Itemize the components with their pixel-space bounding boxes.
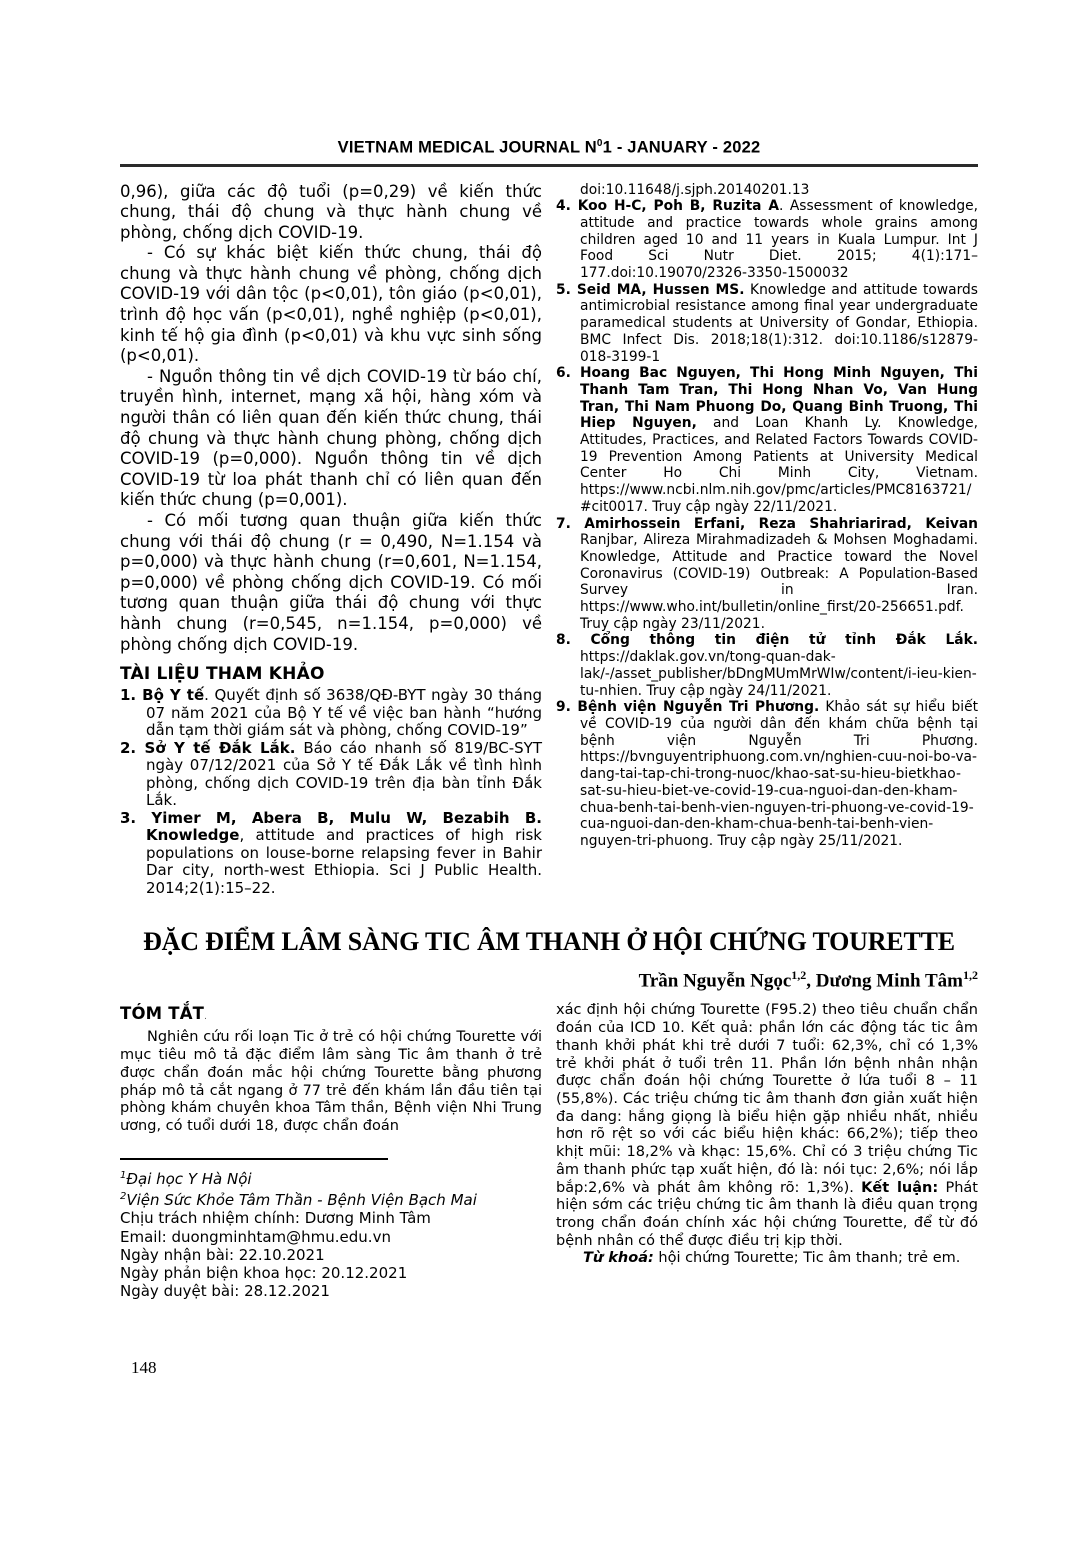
reference-item: [556, 699, 978, 849]
footnote-date-accepted: Ngày duyệt bài: 28.12.2021: [120, 1282, 330, 1301]
reference-authors: 5. Seid MA, Hussen MS.: [556, 281, 745, 298]
footnote-divider: [120, 1158, 388, 1160]
article2-columns: [120, 1002, 978, 1300]
reference-item: [556, 632, 978, 699]
reference-authors: 8. Cổng thông tin điện tử tỉnh Đắk Lắk.: [556, 632, 978, 649]
page-number: 148: [131, 1358, 157, 1377]
affiliation-text: Viện Sức Khỏe Tâm Thần - Bệnh Viện Bạch Mai: [126, 1191, 477, 1209]
reference-authors: 1. Bộ Y tế: [120, 686, 205, 705]
journal-title-sup: 0: [596, 138, 603, 149]
reference-text: Khảo sát sự hiểu biết về COVID-19 của người dân đến khám chữa bệnh tại bệnh viện Nguyễn Tri Phương. https://bvnguyentriphuong.com.vn/nghien-cuu-noi-bo-va-dang-tai-tap-chi-trong-nuoc/khao-sat-su-hieu-bietkhao-sat-su-hieu-biet-ve-covid-19-cua-nguoi-dan-den-kham-chua-benh-tai-benh-vien-nguyen-tri-phuong-ve-covid-19-cua-nguoi-dan-den-kham-chua-benh-tai-benh-vien-nguyen-tri-phuong. Truy cập ngày 25/11/2021.: [580, 699, 978, 849]
affiliation-text: Đại học Y Hà Nội: [126, 1169, 252, 1188]
page-content: [120, 138, 978, 1301]
author-separator: ,: [806, 970, 816, 992]
reference-text: https://daklak.gov.vn/tong-quan-dak-lak/-/asset_publisher/bDngMUmMrWIw/content/i-ieu-kien-tu-nhien. Truy cập ngày 24/11/2021.: [580, 649, 977, 699]
reference-authors: 7. Amirhossein Erfani, Reza Shahriarirad, Keivan: [556, 515, 978, 532]
article2-right-column: [556, 1002, 978, 1300]
journal-title-post: 1 - JANUARY - 2022: [602, 138, 761, 157]
keywords: [556, 1250, 978, 1268]
abstract-text: Nghiên cứu rối loạn Tic ở trẻ có hội chứng Tourette với mục tiêu mô tả đặc điểm lâm sàng Tic âm thanh ở trẻ được chẩn đoán mắc hội chứng Tourette bằng phương pháp mô tả cắt ngang ở 77 trẻ đến khám lần đầu tiên tại phòng khám chuyên khoa Tâm thần, Bệnh viện Nhi Trung ương, có tuổi dưới 18, được chẩn đoán: [120, 1029, 542, 1134]
references-heading: TÀI LIỆU THAM KHẢO: [120, 664, 325, 685]
reference-item: [120, 810, 542, 898]
article1-left-column: [120, 182, 542, 898]
reference-text: , attitude and practices of high risk populations on louse-borne relapsing fever in Bahir Dar city, north-west Ethiopia. Sci J Public Health. 2014;2(1):15–22.: [146, 826, 542, 897]
abstract-heading-dot: .: [204, 1012, 208, 1023]
keywords-label: Từ khoá:: [583, 1250, 654, 1267]
article-title: ĐẶC ĐIỂM LÂM SÀNG TIC ÂM THANH Ở HỘI CHỨNG TOURETTE: [143, 927, 955, 957]
reference-item: [556, 198, 978, 282]
reference-text: . Quyết định số 3638/QĐ-BYT ngày 30 tháng 07 năm 2021 của Bộ Y tế về việc ban hành “hướng dẫn tạm thời giám sát và phòng, chống COVID-19”: [146, 686, 543, 740]
conclusion-label: Kết luận:: [861, 1179, 939, 1196]
reference-authors: 6. Hoang Bac Nguyen, Thi Hong Minh Nguyen, Thi Thanh Tam Tran, Thi Hong Nhan Vo, Van Hung Tran, Thi Nam Phuong Do, Quang Binh Truong, Thi Hiep Nguyen,: [556, 365, 978, 432]
reference-authors: 9. Bệnh viện Nguyễn Tri Phương.: [556, 699, 820, 716]
author-affiliation-marker: 1,2: [791, 968, 807, 983]
abstract-text: [556, 1002, 978, 1250]
running-header: [120, 138, 978, 167]
journal-title-pre: VIETNAM MEDICAL JOURNAL N: [337, 138, 597, 157]
reference-text: . Assessment of knowledge, attitude and practice towards whole grains among children aged 10 and 11 years in Kuala Lumpur. Int J Food Sci Nutr Diet. 2015; 4(1):171–177.doi:10.19070/2326-3350-1500032: [580, 198, 978, 282]
footnote-affiliation-1: [120, 1167, 542, 1188]
author-name: Dương Minh Tâm: [815, 970, 963, 992]
article-authors: [120, 968, 978, 992]
reference-authors: 4. Koo H-C, Poh B, Ruzita A: [556, 198, 780, 215]
reference-item: [556, 516, 978, 633]
reference-authors: 3. Yimer M, Abera B, Mulu W, Bezabih B. Knowledge: [120, 808, 542, 845]
paragraph: 0,96), giữa các độ tuổi (p=0,29) về kiến thức chung, thái độ chung và thực hành chung về phòng, chống dịch COVID-19.: [120, 181, 542, 242]
paragraph: - Có sự khác biệt kiến thức chung, thái độ chung và thực hành chung về phòng, chống dịch COVID-19 với dân tộc (p<0,01), tôn giáo (p<0,01), trình độ học vấn (p<0,01), nghề nghiệp (p<0,01), kinh tế hộ gia đình (p<0,01) và khu vực sinh sống (p<0,01).: [120, 243, 542, 366]
paragraph: - Nguồn thông tin về dịch COVID-19 từ báo chí, truyền hình, internet, mạng xã hội, hàng xóm và người thân có liên quan đến kiến thức chung, thái độ chung và thực hành chung phòng, chống dịch COVID-19 (p=0,000). Nguồn thông tin về dịch COVID-19 từ loa phát thanh chỉ có liên quan đến kiến thức chung (p=0,001).: [120, 366, 542, 510]
reference-text: Báo cáo nhanh số 819/BC-SYT ngày 07/12/2021 của Sở Y tế Đắk Lắk về tình hình phòng, chống dịch COVID-19 trên địa bàn tỉnh Đắk Lắk.: [146, 738, 542, 810]
reference-item: [556, 365, 978, 515]
author-affiliation-marker: 1,2: [963, 968, 978, 983]
abstract-heading: [120, 1004, 542, 1023]
footnote-date-received: Ngày nhận bài: 22.10.2021: [120, 1245, 325, 1264]
affiliation-marker: 2: [120, 1191, 127, 1202]
reference-text: Ranjbar, Alireza Mirahmadizadeh & Mohsen Moghadami. Knowledge, Attitude and Practice toward the Novel Coronavirus (COVID-19) Outbreak: A Population-Based Survey in Iran. https://www.who.int/bulletin/online_first/20-256651.pdf. Truy cập ngày 23/11/2021.: [580, 532, 978, 632]
article1-columns: [120, 182, 978, 898]
abstract-body: xác định hội chứng Tourette (F95.2) theo tiêu chuẩn chẩn đoán của ICD 10. Kết quả: phần lớn các động tác tic âm thanh khởi phát khi trẻ dưới 7 tuổi: 62,3%, chỉ có 1,3% trẻ khởi phát ở tuổi trên 11. Phần lớn bệnh nhân nhận được chẩn đoán hội chứng Tourette ở lứa tuổi 8 – 11 (55,8%). Các triệu chứng tic âm thanh đơn giản xuất hiện đa dang: hắng giọng là biểu hiện gặp nhiều nhất, nhiều hơn rõ rệt so với các biểu hiện khác: 66,2%); tiếp theo khịt mũi: 18,2% và khạc: 15,6%. Chỉ có 3 triệu chứng Tic âm thanh phức tạp xuất hiện, đó là: nói tục: 2,6%; nói lắp bắp:2,6% và phát âm không rõ: 1,3%).: [556, 1002, 978, 1196]
abstract-heading-text: TÓM TẮT: [120, 1004, 205, 1024]
affiliation-marker: 1: [120, 1169, 127, 1181]
reference-text: and Loan Khanh Ly. Knowledge, Attitudes, Practices, and Related Factors Towards COVID-19 Prevention Among Patients at University Medical Center Ho Chi Minh City, Vietnam. https://www.ncbi.nlm.nih.gov/pmc/articles/PMC8163721/#cit0017. Truy cập ngày 22/11/2021.: [580, 415, 978, 515]
reference-text: Knowledge and attitude towards antimicrobial resistance among final year undergraduate paramedical students at University of Gondar, Ethiopia. BMC Infect Dis. 2018;18(1):312. doi:10.1186/s12879-018-3199-1: [580, 281, 978, 365]
reference-authors: 2. Sở Y tế Đắk Lắk.: [120, 738, 296, 757]
reference-continuation: doi:10.11648/j.sjph.20140201.13: [580, 181, 810, 198]
reference-item: [120, 740, 542, 810]
author-name: Trần Nguyễn Ngọc: [638, 970, 792, 992]
keywords-text: hội chứng Tourette; Tic âm thanh; trẻ em.: [653, 1250, 961, 1267]
footnote-date-reviewed: Ngày phản biện khoa học: 20.12.2021: [120, 1264, 408, 1283]
reference-item: [120, 687, 542, 740]
footnote-email: Email: duongminhtam@hmu.edu.vn: [120, 1227, 391, 1246]
paragraph: - Có mối tương quan thuận giữa kiến thức chung với thái độ chung (r = 0,490, N=1.154 và p=0,000) và thực hành chung (r=0,601, N=1.154, p=0,000) về phòng chống dịch COVID-19. Có mối tương quan thuận giữa thái độ chung với thực hành chung (r=0,545, n=1.154, p=0,000) về phòng chống dịch COVID-19.: [120, 511, 542, 654]
footnote-responsible: Chịu trách nhiệm chính: Dương Minh Tâm: [120, 1209, 431, 1228]
reference-item: [556, 282, 978, 366]
conclusion-text: Phát hiện sớm các triệu chứng tic âm thanh là điều quan trọng trong chẩn đoán chính xác hội chứng Tourette, để từ đó bệnh nhân có thể được điều trị kịp thời.: [556, 1179, 978, 1249]
article1-right-column: [556, 182, 978, 898]
article2-left-column: [120, 1002, 542, 1300]
footnote-affiliation-2: [120, 1188, 542, 1209]
